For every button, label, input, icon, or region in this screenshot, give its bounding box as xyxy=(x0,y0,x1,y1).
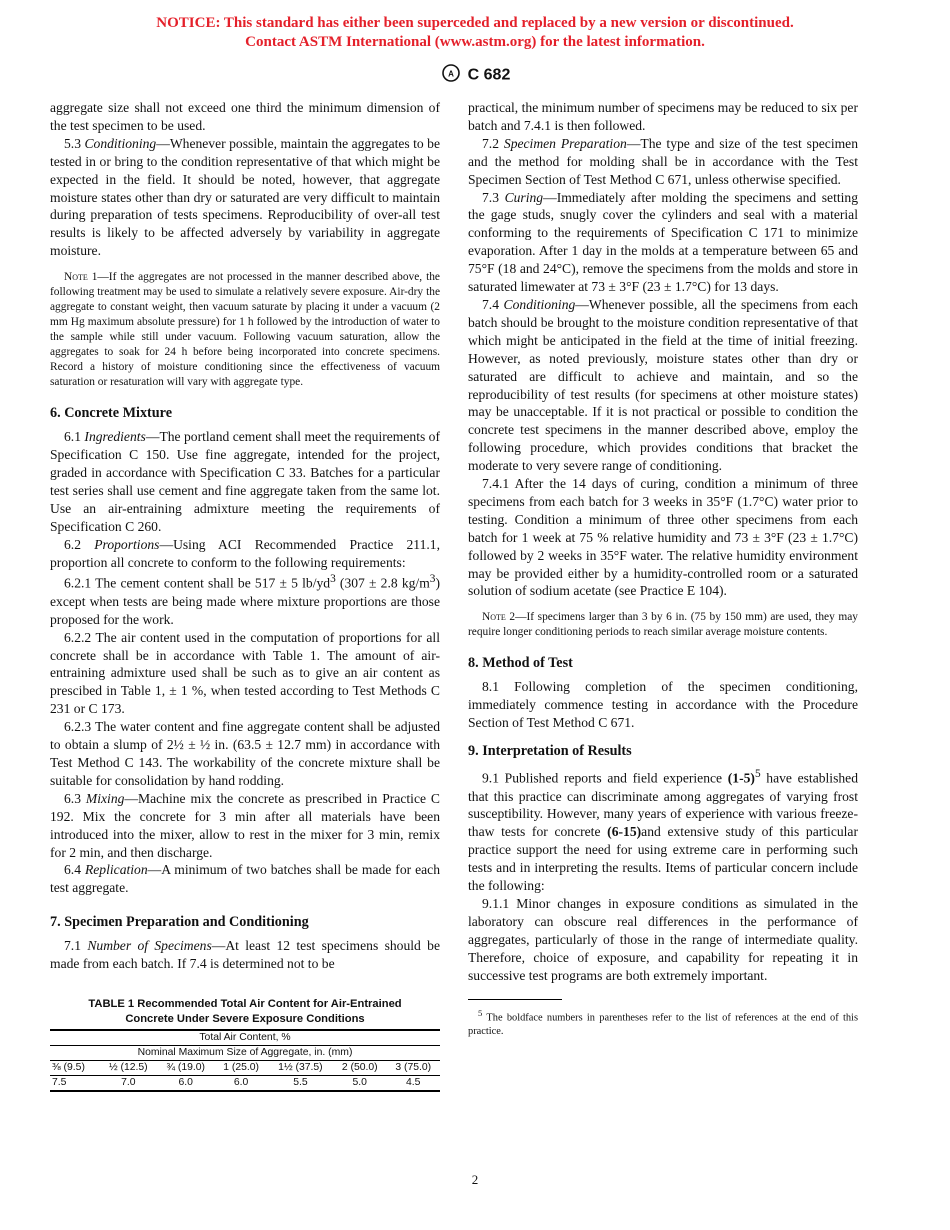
section-heading-7: 7. Specimen Preparation and Conditioning xyxy=(50,914,309,931)
section-9-1-1: 9.1.1 Minor changes in exposure conditions as simulated in the laboratory can obscure real differences in the performance of aggregates, particularly of those in the range of intermediate quality. Therefore, choice of exposure, and capability for repeating it in successive test programs are both extremely important. xyxy=(468,895,858,983)
table-cell: 5.0 xyxy=(333,1076,386,1092)
section-7-2: 7.2 Specimen Preparation—The type and size of the test specimen and the method for molding shall be in accordance with the Test Specimen Section of Test Method C 671, unless otherwise specified. xyxy=(468,135,859,187)
table-cell: ½ (12.5) xyxy=(100,1061,157,1076)
table-header: Total Air Content, % xyxy=(50,1030,440,1046)
page-number: 2 xyxy=(471,1172,479,1187)
footnote-5: $^5$ The boldface numbers in parentheses refer to the list of references at the end of this practice. xyxy=(468,1007,858,1037)
section-heading-6: 6. Concrete Mixture xyxy=(50,405,172,422)
section-heading-9: 9. Interpretation of Results xyxy=(468,743,632,760)
table-row xyxy=(50,1076,440,1092)
table-cell: ¾ (19.0) xyxy=(157,1061,214,1076)
section-9-1: 9.1 Published reports and field experience $(1-5)^5$ have established that this practice can discriminate among aggregates of varying frost susceptibility. However, many years of experience with various freeze-thaw tests for concrete (6-15)and extensive study of this particular practice support the need for using extreme care in performing such tests and in interpreting the results. Items of particular concern include the following: xyxy=(468,768,858,894)
notice-line-1: NOTICE: This standard has either been superceded and replaced by a new version or discontinued. xyxy=(156,15,794,31)
table-cell: ⅜ (9.5) xyxy=(50,1061,100,1076)
section-6-3: 6.3 Mixing—Machine mix the concrete as prescribed in Practice C 192. Mix the concrete for 3 min after all materials have been introduced into the mixer, allow to rest in the mixer for 3 min, remix for 2 min, and then discharge. xyxy=(50,790,440,860)
section-6-2-2: 6.2.2 The air content used in the computation of proportions for all concrete shall be in accordance with Table 1. The amount of air-entraining admixture used shall be such as to give an air content as prescibed in Table 1, ± 1 %, when tested according to Test Methods C 231 or C 173. xyxy=(50,629,440,717)
table-cell: 1 (25.0) xyxy=(214,1061,267,1076)
notice-line-2: Contact ASTM International (www.astm.org) for the latest information. xyxy=(245,34,705,50)
designation: C 682 xyxy=(467,66,511,84)
document-header xyxy=(0,64,950,87)
section-7-4: 7.4 Conditioning—Whenever possible, all the specimens from each batch should be brought to the moisture condition representative of that which might be anticipated in the field at the time of initial freezing. However, as noted previously, moisture states other than dry or saturated are difficult to achieve and maintain, and so the reproducibility of test results (for specimens at other moisture states) may be unacceptable. If it is not practical or possible to condition the concrete test specimens in the manner described above, employ the following procedure, which provides conditions that bracket the moderate to very severe range of conditioning. xyxy=(468,296,858,474)
paragraph: aggregate size shall not exceed one third the minimum dimension of the test specimen to be used. xyxy=(50,100,440,133)
section-6-4: 6.4 Replication—A minimum of two batches shall be made for each test aggregate. xyxy=(50,862,440,896)
left-column xyxy=(50,99,440,1092)
section-7-1: 7.1 Number of Specimens—At least 12 test specimens should be made from each batch. If 7.4 is determined not to be xyxy=(50,938,440,972)
table-cell: 2 (50.0) xyxy=(333,1061,386,1076)
astm-logo-icon xyxy=(440,64,462,87)
section-6-2-3: 6.2.3 The water content and fine aggregate content shall be adjusted to obtain a slump of 2½ ± ½ in. (63.5 ± 12.7 mm) in accordance with Test Method C 143. The workability of the concrete mixture shall be suitable for consolidation by hand rodding. xyxy=(50,719,440,788)
section-heading-8: 8. Method of Test xyxy=(468,655,573,672)
table-subheader: Nominal Maximum Size of Aggregate, in. (mm) xyxy=(50,1046,440,1061)
paragraph: practical, the minimum number of specimens may be reduced to six per batch and 7.4.1 is then followed. xyxy=(468,100,858,133)
section-8-1: 8.1 Following completion of the specimen conditioning, immediately commence testing in accordance with the Procedure Section of Test Method C 671. xyxy=(468,679,858,731)
table-cell: 7.0 xyxy=(100,1076,157,1092)
table-cell: 4.5 xyxy=(386,1076,440,1092)
section-6-2-1: 6.2.1 The cement content shall be 517 ± 5 $lb/yd^3$ (307 ± 2.8 $kg/m^3$) except when tests are being made where mixture proportions are those proposed for the work. xyxy=(50,573,440,627)
table-cell: 7.5 xyxy=(50,1076,100,1092)
table-1-title: TABLE 1 Recommended Total Air Content for Air-Entrained Concrete Under Severe Exposure Conditions xyxy=(88,998,402,1025)
svg-text:A: A xyxy=(447,69,454,79)
section-6-2: 6.2 Proportions—Using ACI Recommended Practice 211.1, proportion all concrete to conform to the following requirements: xyxy=(50,536,440,570)
table-cell: 5.5 xyxy=(268,1076,333,1092)
table-cell: 3 (75.0) xyxy=(386,1061,440,1076)
table-cell: 1½ (37.5) xyxy=(268,1061,333,1076)
section-7-4-1: 7.4.1 After the 14 days of curing, condition a minimum of three specimens from each batch for 3 weeks in 35°F (1.7°C) water prior to testing. Condition a minimum of three other specimens from each batch for 1 week at 75 % relative humidity and 73 ± 3°F (23 ± 1.7°C) followed by 2 weeks in 35°F water. The relative humidity environment may be provided either by a humidity-controlled room or a saturated solution of sodium acetate (see Practice E 104). xyxy=(468,476,858,599)
section-5-3: 5.3 Conditioning—Whenever possible, maintain the aggregates to be tested in or bring to the condition representative of that which might be expected in the field. It should be noted, however, that aggregate moisture states other than dry or saturated are very difficult to maintain during preparation of tests specimens. Reproducibility of over-all test results is likely to be affected adversely by variability in aggregate moisture. xyxy=(50,135,440,259)
footnote-divider xyxy=(468,999,562,1000)
right-column xyxy=(468,99,858,1039)
table-row xyxy=(50,1061,440,1076)
section-7-3: 7.3 Curing—Immediately after molding the specimens and setting the gage studs, snugly cover the cylinders and seal with a material conforming to the requirements of Specification C 171 to minimize evaporation. After 1 day in the molds at a temperature between 65 and 75°F (18 and 24°C), remove the specimens from the molds and store in saturated limewater at 73 ± 3°F (23 ± 1.7°C) for 13 days. xyxy=(468,189,858,295)
note-1: Note 1—If the aggregates are not processed in the manner described above, the following treatment may be used to simulate a relatively severe exposure. Air-dry the aggregate to constant weight, then vacuum saturate by placing it under a vacuum (2 mm Hg maximum absolute pressure) for 1 h followed by the introduction of water to the sample while still under vacuum. Following vacuum saturation, allow the aggregates to soak for 24 h before being incorporated into concrete specimens. Record a history of moisture conditioning since the effectiveness of vacuum saturation or resaturation will vary with aggregate type. xyxy=(50,271,440,389)
table-cell: 6.0 xyxy=(157,1076,214,1092)
table-cell: 6.0 xyxy=(214,1076,267,1092)
note-2: Note 2—If specimens larger than 3 by 6 in. (75 by 150 mm) are used, they may require longer conditioning periods to reach similar average moisture contents. xyxy=(468,611,858,639)
table-1 xyxy=(50,1029,440,1092)
section-6-1: 6.1 Ingredients—The portland cement shall meet the requirements of Specification C 150. Use fine aggregate, intended for the project, graded in accordance with Specification C 33. Batches for a particular test series shall use cement and fine aggregate taken from the same lot. Use an air-entraining admixture meeting the requirements of Specification C 260. xyxy=(50,429,440,534)
